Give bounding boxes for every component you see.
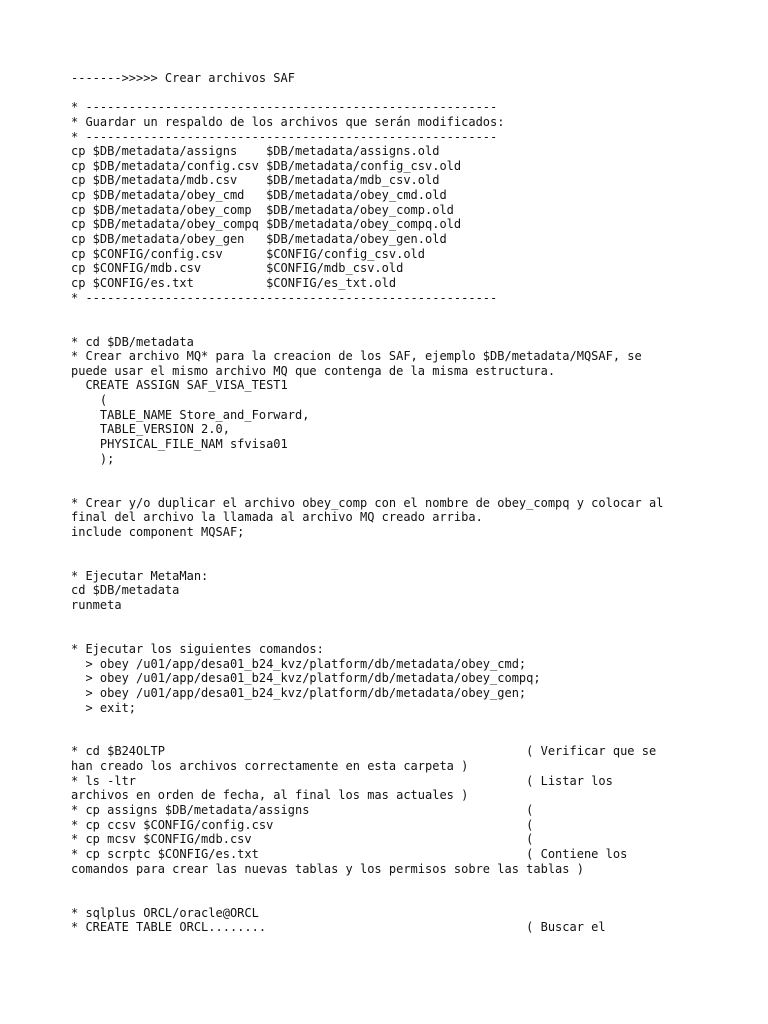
document-line [71,305,663,320]
document-line [71,730,663,745]
document-line: * --------------------------------------------------------- [71,290,498,305]
document-line: * cd $B24OLTP ( Verificar que se [71,744,657,759]
document-line: comandos para crear las nuevas tablas y los permisos sobre las tablas ) [71,861,584,876]
document-line: ); [71,451,115,466]
document-line: cp $CONFIG/mdb.csv $CONFIG/mdb_csv.old [71,261,404,276]
document-line [71,540,663,555]
document-line: final del archivo la llamada al archivo MQ creado arriba. [71,510,483,525]
document-line: cp $DB/metadata/obey_comp $DB/metadata/obey_comp.old [71,202,454,217]
document-line [71,627,663,642]
document-line [71,891,663,906]
document-line [71,481,663,496]
document-line [71,320,663,335]
document-line: cp $DB/metadata/obey_cmd $DB/metadata/obey_cmd.old [71,188,447,203]
document-line [71,613,663,628]
document-line: * Crear y/o duplicar el archivo obey_comp con el nombre de obey_compq y colocar al [71,495,664,510]
document-line [71,876,663,891]
document-line: ------->>>>> Crear archivos SAF [71,71,295,85]
document-line: runmeta [71,598,122,613]
document-line: * sqlplus ORCL/oracle@ORCL [71,905,259,920]
document-line: > exit; [71,700,137,715]
document-line [71,86,663,101]
document-line [71,715,663,730]
document-line: cp $CONFIG/es.txt $CONFIG/es_txt.old [71,275,397,290]
document-text-body [71,71,663,935]
document-line: * Ejecutar los siguientes comandos: [71,641,324,656]
document-line: cp $DB/metadata/config.csv $DB/metadata/config_csv.old [71,158,462,173]
document-line: * cp scrptc $CONFIG/es.txt ( Contiene los [71,846,628,861]
document-line: han creado los archivos correctamente en esta carpeta ) [71,759,469,774]
document-line: CREATE ASSIGN SAF_VISA_TEST1 [71,378,288,393]
document-line: * Crear archivo MQ* para la creacion de los SAF, ejemplo $DB/metadata/MQSAF, se [71,349,642,364]
document-line: > obey /u01/app/desa01_b24_kvz/platform/db/metadata/obey_compq; [71,671,541,686]
document-line: include component MQSAF; [71,524,245,539]
document-line: cd $DB/metadata [71,583,180,598]
document-line: * --------------------------------------------------------- [71,129,498,144]
document-line: * cp ccsv $CONFIG/config.csv ( [71,817,534,832]
document-line: cp $DB/metadata/mdb.csv $DB/metadata/mdb_csv.old [71,173,440,188]
document-line: * --------------------------------------------------------- [71,100,498,115]
document-line: * Ejecutar MetaMan: [71,568,209,583]
document-line: * CREATE TABLE ORCL........ ( Buscar el [71,920,606,935]
document-line: > obey /u01/app/desa01_b24_kvz/platform/db/metadata/obey_cmd; [71,656,527,671]
document-line: TABLE_VERSION 2.0, [71,422,230,437]
document-line: archivos en orden de fecha, al final los mas actuales ) [71,788,469,803]
document-line: > obey /u01/app/desa01_b24_kvz/platform/db/metadata/obey_gen; [71,685,527,700]
document-line: ( [71,393,108,408]
document-line: PHYSICAL_FILE_NAM sfvisa01 [71,437,288,452]
document-line: cp $DB/metadata/assigns $DB/metadata/assigns.old [71,144,440,159]
document-line: * cd $DB/metadata [71,334,194,349]
document-line [71,466,663,481]
document-line: * Guardar un respaldo de los archivos que serán modificados: [71,114,505,129]
document-line [71,554,663,569]
document-line: cp $DB/metadata/obey_gen $DB/metadata/obey_gen.old [71,232,447,247]
document-line: * ls -ltr ( Listar los [71,773,613,788]
document-line: * cp assigns $DB/metadata/assigns ( [71,803,534,818]
document-line: cp $CONFIG/config.csv $CONFIG/config_csv.old [71,246,426,261]
document-line: TABLE_NAME Store_and_Forward, [71,407,310,422]
document-line: puede usar el mismo archivo MQ que contenga de la misma estructura. [71,363,556,378]
document-line: cp $DB/metadata/obey_compq $DB/metadata/obey_compq.old [71,217,462,232]
document-line: * cp mcsv $CONFIG/mdb.csv ( [71,832,534,847]
